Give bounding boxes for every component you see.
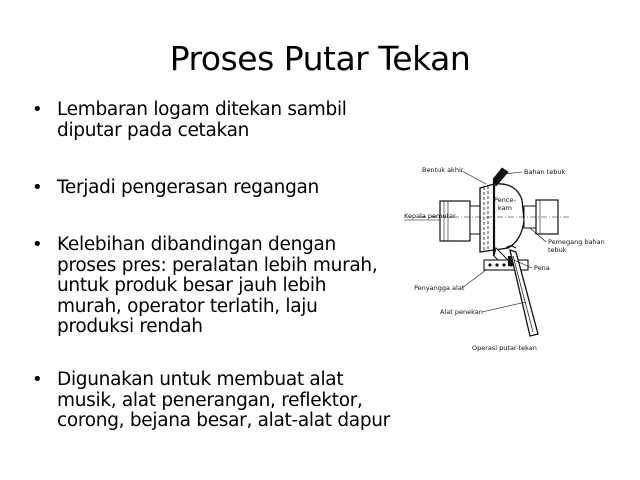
- label-follower-2: tebuk: [548, 246, 567, 254]
- bullet-marker: •: [32, 369, 43, 390]
- bullet-item: [32, 178, 394, 199]
- slide-title: Proses Putar Tekan: [169, 39, 471, 78]
- bullet-text: Lembaran logam ditekan sambil diputar pada cetakan: [57, 99, 347, 141]
- spinning-diagram: [400, 160, 625, 360]
- bullet-text: Digunakan untuk membuat alat musik, alat penerangan, reflektor, corong, bejana besar, alat-alat dapur: [57, 369, 390, 431]
- spindle-shape: [470, 206, 480, 234]
- label-follower-1: Pemegang bahan: [548, 238, 605, 246]
- bullet-text: Terjadi pengerasan regangan: [57, 177, 319, 198]
- label-headstock: Kepala pemutar: [404, 212, 456, 220]
- label-pin: Pena: [534, 264, 550, 272]
- leader-line: [482, 302, 526, 312]
- bullet-item: [32, 100, 394, 141]
- tool-rest-hole: [488, 263, 491, 266]
- label-mandrel-2: kam: [498, 204, 512, 212]
- label-tool-rest: Penyangga alat: [414, 284, 465, 292]
- tool-rest-hole: [502, 263, 505, 266]
- figure-caption: Operasi putar-tekan: [472, 344, 537, 352]
- bullet-marker: •: [32, 99, 43, 120]
- bullet-item: [32, 235, 394, 338]
- bullet-text: Kelebihan dibandingan dengan proses pres: peralatan lebih murah, untuk produk besar jauh lebih murah, operator terlatih, laju produksi rendah: [57, 234, 378, 337]
- leader-line: [462, 270, 486, 288]
- bullet-marker: •: [32, 177, 43, 198]
- label-forming-tool: Alat penekan: [440, 308, 483, 316]
- label-final-shape: Bentuk akhir: [422, 166, 464, 174]
- spinning-diagram-svg: [400, 160, 625, 360]
- label-blank-sheet: Bahan tebuk: [524, 168, 566, 176]
- headstock-shape: [440, 201, 470, 241]
- leader-line: [462, 171, 486, 184]
- tool-rest-hole: [495, 263, 498, 266]
- label-mandrel-1: Pence-: [494, 196, 516, 204]
- bullet-item: [32, 370, 394, 432]
- bullet-marker: •: [32, 234, 43, 255]
- mandrel-shape: [480, 184, 524, 252]
